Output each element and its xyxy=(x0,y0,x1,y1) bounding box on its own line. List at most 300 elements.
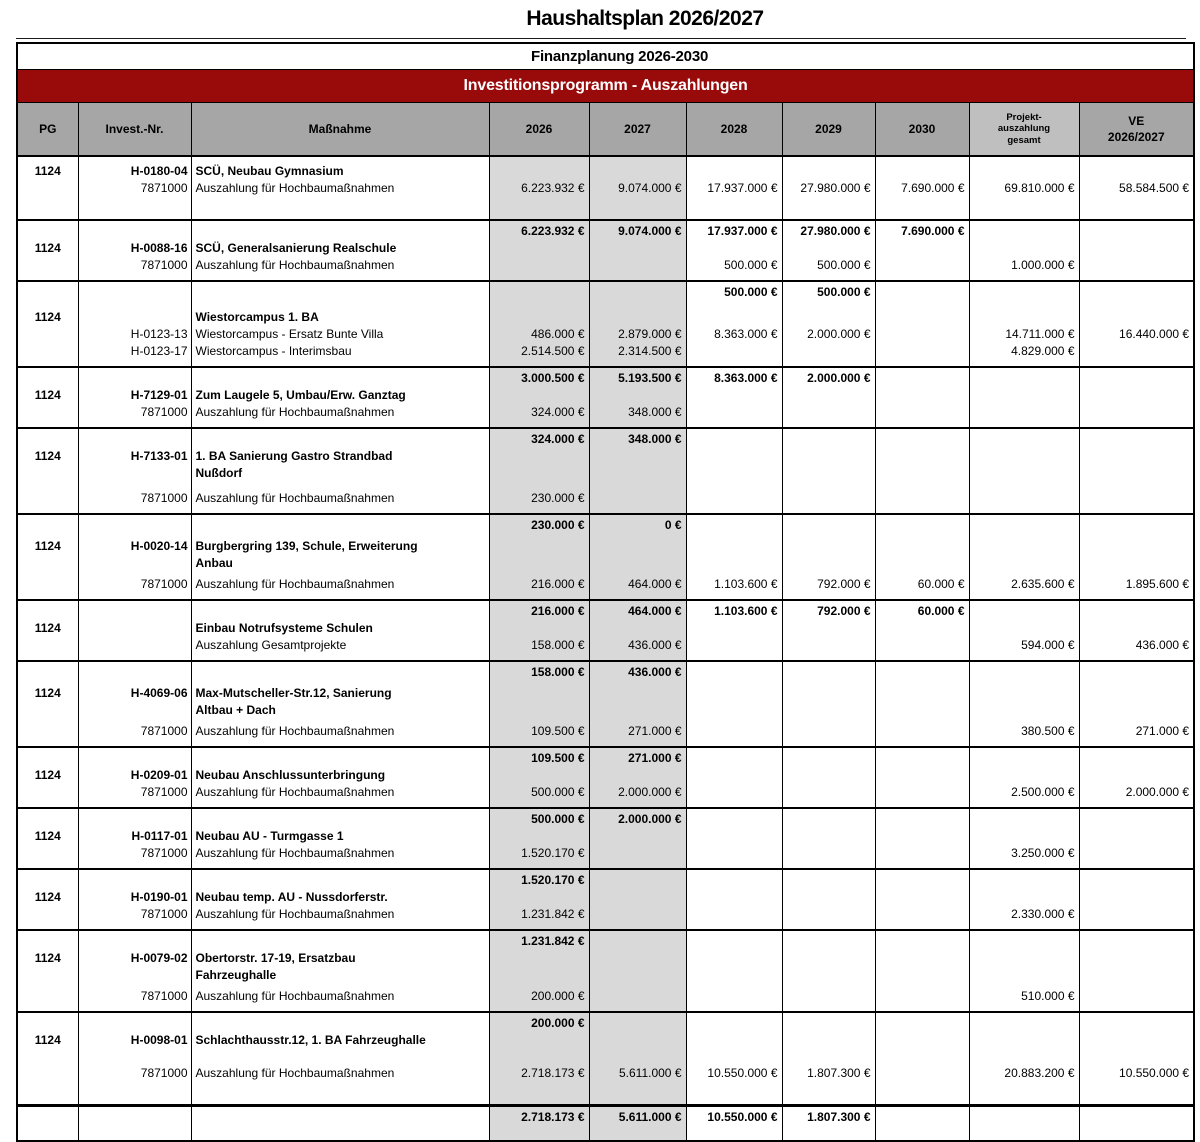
cell-2028 xyxy=(686,1012,782,1106)
cell-2029 xyxy=(782,220,875,281)
col-header-ve-line1: VE xyxy=(1128,113,1145,128)
spacer-line xyxy=(490,1082,589,1098)
cell-invest-nr xyxy=(78,281,191,367)
text-line xyxy=(876,988,969,1005)
text-line: Max-Mutscheller-Str.12, Sanierung xyxy=(195,686,392,700)
cell-2030 xyxy=(875,514,969,600)
cell-2026 xyxy=(489,367,589,428)
spacer-line xyxy=(79,482,191,490)
text-line xyxy=(783,387,875,404)
measure-group-10 xyxy=(17,808,1194,869)
spacer-line xyxy=(1080,1049,1194,1065)
text-line: 200.000 € xyxy=(531,989,585,1003)
text-line: 792.000 € xyxy=(817,604,871,618)
cell-2029 xyxy=(782,428,875,514)
measure-group-11 xyxy=(17,869,1194,930)
cell-pg xyxy=(17,661,78,747)
text-line xyxy=(79,555,191,572)
cell-pg xyxy=(17,747,78,808)
text-line xyxy=(687,1015,782,1032)
text-line xyxy=(192,284,489,301)
text-line: 5.611.000 € xyxy=(618,1066,682,1080)
text-line: 7871000 xyxy=(140,258,188,272)
spacer-line xyxy=(18,1126,78,1134)
text-line: 500.000 € xyxy=(724,285,778,299)
spacer-line xyxy=(490,482,589,490)
spacer-line xyxy=(687,197,782,213)
text-line: 1.895.600 € xyxy=(1125,577,1190,591)
text-line: 2.000.000 € xyxy=(1125,785,1190,799)
text-line xyxy=(590,387,686,404)
text-line xyxy=(590,163,686,180)
spacer-line xyxy=(970,482,1079,490)
text-line xyxy=(1080,603,1194,620)
measure-group-12 xyxy=(17,930,1194,1012)
text-line: 20.883.200 € xyxy=(1004,1066,1075,1080)
cell-projekt-gesamt xyxy=(969,600,1079,661)
cell-massnahme xyxy=(191,808,489,869)
text-line: 436.000 € xyxy=(628,638,682,652)
spacer-line xyxy=(18,197,78,213)
spacer-line xyxy=(783,301,875,309)
text-line xyxy=(970,517,1079,534)
text-line xyxy=(1080,343,1194,360)
text-line: Auszahlung für Hochbaumaßnahmen xyxy=(195,989,395,1003)
spacer-line xyxy=(970,1082,1079,1098)
text-line xyxy=(490,767,589,784)
text-line xyxy=(79,750,191,767)
text-line: 17.937.000 € xyxy=(707,224,778,238)
cell-massnahme xyxy=(191,661,489,747)
text-line xyxy=(79,1109,191,1126)
text-line: 1.807.300 € xyxy=(807,1110,871,1124)
cell-2027 xyxy=(589,367,686,428)
col-header-ve xyxy=(1079,102,1194,156)
subtitle-row xyxy=(17,43,1194,69)
text-line xyxy=(192,811,489,828)
text-line xyxy=(1080,257,1194,274)
text-line: Auszahlung für Hochbaumaßnahmen xyxy=(195,724,395,738)
col-header-projekt-line2: auszahlung xyxy=(997,123,1051,134)
spacer-line xyxy=(687,1049,782,1065)
text-line: 594.000 € xyxy=(1021,638,1075,652)
text-line xyxy=(490,555,589,572)
text-line xyxy=(970,664,1079,681)
col-header-2028: 2028 xyxy=(686,102,782,156)
cell-2030 xyxy=(875,281,969,367)
text-line xyxy=(783,637,875,654)
spacer-line xyxy=(490,1126,589,1134)
text-line xyxy=(490,889,589,906)
text-line: 7871000 xyxy=(140,785,188,799)
spacer-line xyxy=(687,482,782,490)
text-line xyxy=(783,664,875,681)
text-line: H-7129-01 xyxy=(130,388,188,402)
text-line xyxy=(687,767,782,784)
text-line xyxy=(970,620,1079,637)
text-line xyxy=(79,702,191,719)
cell-ve xyxy=(1079,281,1194,367)
text-line xyxy=(79,872,191,889)
text-line: H-0079-02 xyxy=(130,951,188,965)
text-line xyxy=(590,309,686,326)
spacer-line xyxy=(783,197,875,213)
text-line xyxy=(970,431,1079,448)
text-line xyxy=(192,603,489,620)
text-line: SCÜ, Generalsanierung Realschule xyxy=(195,241,397,255)
text-line xyxy=(783,685,875,702)
text-line xyxy=(876,538,969,555)
cell-2028 xyxy=(686,600,782,661)
spacer-line xyxy=(192,197,489,213)
text-line: 10.550.000 € xyxy=(707,1066,778,1080)
cell-2029 xyxy=(782,930,875,1012)
measure-group-9 xyxy=(17,747,1194,808)
text-line xyxy=(18,784,78,801)
text-line: 1124 xyxy=(34,829,61,843)
text-line xyxy=(783,343,875,360)
measure-group-5 xyxy=(17,428,1194,514)
spacer-line xyxy=(590,197,686,213)
text-line xyxy=(192,370,489,387)
text-line xyxy=(1080,620,1194,637)
text-line: 1.520.170 € xyxy=(521,846,585,860)
text-line xyxy=(783,517,875,534)
spacer-line xyxy=(18,301,78,309)
text-line xyxy=(79,1015,191,1032)
text-line xyxy=(783,240,875,257)
text-line: H-0117-01 xyxy=(131,829,188,843)
text-line: 6.223.932 € xyxy=(521,224,585,238)
text-line xyxy=(79,284,191,301)
text-line xyxy=(970,967,1079,984)
text-line: Wiestorcampus - Ersatz Bunte Villa xyxy=(195,327,384,341)
cell-massnahme xyxy=(191,1012,489,1106)
text-line xyxy=(1080,845,1194,862)
text-line: 324.000 € xyxy=(531,405,585,419)
text-line xyxy=(970,828,1079,845)
text-line xyxy=(687,163,782,180)
text-line: Auszahlung für Hochbaumaßnahmen xyxy=(195,405,395,419)
cell-projekt-gesamt xyxy=(969,661,1079,747)
cell-2027 xyxy=(589,1012,686,1106)
cell-ve xyxy=(1079,156,1194,220)
spacer-line xyxy=(1080,301,1194,309)
text-line xyxy=(18,465,78,482)
text-line xyxy=(783,967,875,984)
text-line: 1.103.600 € xyxy=(714,577,778,591)
cell-invest-nr xyxy=(78,220,191,281)
text-line xyxy=(1080,370,1194,387)
spacer-line xyxy=(18,1049,78,1065)
text-line: 14.711.000 € xyxy=(1005,327,1075,341)
text-line xyxy=(590,906,686,923)
spacer-line xyxy=(876,301,969,309)
text-line: Auszahlung für Hochbaumaßnahmen xyxy=(195,181,395,195)
text-line: 2.330.000 € xyxy=(1011,907,1075,921)
text-line xyxy=(687,664,782,681)
text-line xyxy=(876,326,969,343)
text-line xyxy=(18,1065,78,1082)
table-subtitle: Finanzplanung 2026-2030 xyxy=(17,43,1194,69)
text-line: Auszahlung für Hochbaumaßnahmen xyxy=(195,846,395,860)
cell-invest-nr xyxy=(78,661,191,747)
spacer-line xyxy=(970,1126,1079,1134)
text-line xyxy=(876,750,969,767)
text-line xyxy=(783,811,875,828)
cell-2029 xyxy=(782,281,875,367)
text-line: 271.000 € xyxy=(628,751,682,765)
text-line: 7.690.000 € xyxy=(901,224,965,238)
text-line: 8.363.000 € xyxy=(714,327,778,341)
spacer-line xyxy=(970,1049,1079,1065)
text-line xyxy=(18,180,78,197)
text-line: 1124 xyxy=(34,1033,61,1047)
text-line xyxy=(590,702,686,719)
text-line xyxy=(1080,988,1194,1005)
text-line: 16.440.000 € xyxy=(1119,327,1190,341)
text-line: 1124 xyxy=(34,768,61,782)
text-line xyxy=(1080,309,1194,326)
cell-2028 xyxy=(686,747,782,808)
cell-2026 xyxy=(489,281,589,367)
spacer-line xyxy=(490,1049,589,1065)
text-line xyxy=(687,723,782,740)
text-line xyxy=(79,967,191,984)
spacer-line xyxy=(783,1049,875,1065)
text-line xyxy=(687,404,782,421)
spacer-line xyxy=(1080,1082,1194,1098)
cell-massnahme xyxy=(191,367,489,428)
text-line xyxy=(1080,906,1194,923)
spacer-line xyxy=(79,1049,191,1065)
cell-2027 xyxy=(589,808,686,869)
cell-projekt-gesamt xyxy=(969,428,1079,514)
text-line xyxy=(876,284,969,301)
text-line: 2.000.000 € xyxy=(618,785,682,799)
text-line xyxy=(79,811,191,828)
text-line: 7871000 xyxy=(140,405,188,419)
text-line xyxy=(783,620,875,637)
cell-2029 xyxy=(782,367,875,428)
text-line: Auszahlung für Hochbaumaßnahmen xyxy=(195,785,395,799)
text-line xyxy=(687,811,782,828)
measure-group-3 xyxy=(17,281,1194,367)
text-line xyxy=(590,845,686,862)
text-line xyxy=(490,538,589,555)
text-line xyxy=(18,343,78,360)
text-line xyxy=(79,309,191,326)
text-line: 9.074.000 € xyxy=(618,224,682,238)
text-line xyxy=(490,828,589,845)
text-line xyxy=(970,702,1079,719)
text-line xyxy=(783,309,875,326)
text-line: Auszahlung Gesamtprojekte xyxy=(195,638,347,652)
cell-ve xyxy=(1079,747,1194,808)
text-line xyxy=(783,490,875,507)
cell-2030 xyxy=(875,930,969,1012)
text-line: 324.000 € xyxy=(531,432,585,446)
text-line xyxy=(192,1015,489,1032)
text-line: H-7133-01 xyxy=(130,449,188,463)
text-line xyxy=(687,517,782,534)
text-line: Wiestorcampus - Interimsbau xyxy=(195,344,352,358)
cell-2028 xyxy=(686,869,782,930)
text-line xyxy=(876,950,969,967)
measure-group-13 xyxy=(17,1012,1194,1106)
text-line xyxy=(876,620,969,637)
text-line xyxy=(192,223,489,240)
text-line xyxy=(79,603,191,620)
cell-2026 xyxy=(489,661,589,747)
cell-massnahme xyxy=(191,930,489,1012)
cell-2027 xyxy=(589,661,686,747)
text-line xyxy=(687,387,782,404)
text-line xyxy=(490,702,589,719)
cell-2030 xyxy=(875,1012,969,1106)
text-line xyxy=(876,555,969,572)
text-line xyxy=(490,1032,589,1049)
text-line: H-0123-13 xyxy=(130,327,188,341)
text-line xyxy=(18,555,78,572)
cell-2026 xyxy=(489,600,589,661)
text-line: 3.000.500 € xyxy=(521,371,585,385)
cell-invest-nr xyxy=(78,156,191,220)
cell-2028 xyxy=(686,281,782,367)
measure-group-8 xyxy=(17,661,1194,747)
text-line xyxy=(970,950,1079,967)
page-title: Haushaltsplan 2026/2027 xyxy=(526,7,764,30)
text-line xyxy=(876,343,969,360)
col-header-projektauszahlung-gesamt xyxy=(969,102,1079,156)
spacer-line xyxy=(490,197,589,213)
text-line xyxy=(79,620,191,637)
text-line xyxy=(18,223,78,240)
text-line: 500.000 € xyxy=(531,812,585,826)
text-line xyxy=(1080,933,1194,950)
text-line xyxy=(18,517,78,534)
cell-2026 xyxy=(489,808,589,869)
text-line xyxy=(783,750,875,767)
cell-2028 xyxy=(686,1106,782,1142)
text-line: 1.000.000 € xyxy=(1011,258,1075,272)
text-line xyxy=(783,828,875,845)
text-line: 2.314.500 € xyxy=(618,344,682,358)
spacer-line xyxy=(1080,482,1194,490)
text-line xyxy=(783,988,875,1005)
text-line xyxy=(18,664,78,681)
text-line xyxy=(970,490,1079,507)
text-line: 17.937.000 € xyxy=(707,181,778,195)
text-line xyxy=(1080,967,1194,984)
text-line xyxy=(876,845,969,862)
col-header-ve-line2: 2026/2027 xyxy=(1107,129,1165,144)
text-line xyxy=(783,163,875,180)
text-line xyxy=(490,465,589,482)
text-line xyxy=(18,967,78,984)
text-line xyxy=(970,603,1079,620)
text-line xyxy=(970,685,1079,702)
text-line: 109.500 € xyxy=(531,724,585,738)
text-line xyxy=(970,811,1079,828)
cell-ve xyxy=(1079,220,1194,281)
text-line xyxy=(1080,555,1194,572)
text-line xyxy=(590,967,686,984)
text-line: 60.000 € xyxy=(917,577,965,591)
cell-2028 xyxy=(686,220,782,281)
text-line xyxy=(18,702,78,719)
text-line xyxy=(783,538,875,555)
spacer-line xyxy=(490,301,589,309)
text-line xyxy=(687,538,782,555)
text-line xyxy=(876,240,969,257)
cell-projekt-gesamt xyxy=(969,281,1079,367)
text-line xyxy=(18,326,78,343)
text-line xyxy=(590,284,686,301)
spacer-line xyxy=(970,197,1079,213)
text-line xyxy=(18,603,78,620)
spacer-line xyxy=(876,197,969,213)
text-line xyxy=(18,637,78,654)
cell-2026 xyxy=(489,869,589,930)
text-line xyxy=(490,950,589,967)
cell-invest-nr xyxy=(78,808,191,869)
text-line: 158.000 € xyxy=(531,638,585,652)
text-line: 1.103.600 € xyxy=(714,604,778,618)
text-line: 348.000 € xyxy=(628,432,682,446)
col-header-invest-nr: Invest.-Nr. xyxy=(78,102,191,156)
text-line: Neubau AU - Turmgasse 1 xyxy=(195,829,344,843)
cell-2027 xyxy=(589,747,686,808)
text-line: 7871000 xyxy=(140,989,188,1003)
text-line: Auszahlung für Hochbaumaßnahmen xyxy=(195,907,395,921)
spacer-line xyxy=(783,1082,875,1098)
text-line xyxy=(79,517,191,534)
spacer-line xyxy=(192,1082,489,1098)
cell-massnahme xyxy=(191,600,489,661)
text-line xyxy=(783,404,875,421)
text-line xyxy=(876,517,969,534)
cell-massnahme xyxy=(191,156,489,220)
cell-2028 xyxy=(686,428,782,514)
spacer-line xyxy=(18,1082,78,1098)
text-line: 8.363.000 € xyxy=(714,371,778,385)
text-line xyxy=(687,490,782,507)
text-line: H-0088-16 xyxy=(130,241,188,255)
text-line: H-4069-06 xyxy=(130,686,188,700)
text-line xyxy=(18,750,78,767)
cell-projekt-gesamt xyxy=(969,869,1079,930)
text-line xyxy=(783,1015,875,1032)
text-line: 500.000 € xyxy=(817,258,871,272)
text-line xyxy=(192,933,489,950)
measure-group-6 xyxy=(17,514,1194,600)
text-line xyxy=(876,1015,969,1032)
cell-pg xyxy=(17,281,78,367)
text-line xyxy=(783,784,875,801)
spacer-line xyxy=(590,1082,686,1098)
cell-pg xyxy=(17,808,78,869)
text-line xyxy=(490,309,589,326)
cell-invest-nr xyxy=(78,1012,191,1106)
text-line xyxy=(490,448,589,465)
text-line xyxy=(18,1015,78,1032)
text-line xyxy=(876,685,969,702)
text-line xyxy=(687,967,782,984)
cell-2030 xyxy=(875,428,969,514)
spacer-line xyxy=(192,1126,489,1134)
text-line xyxy=(876,404,969,421)
